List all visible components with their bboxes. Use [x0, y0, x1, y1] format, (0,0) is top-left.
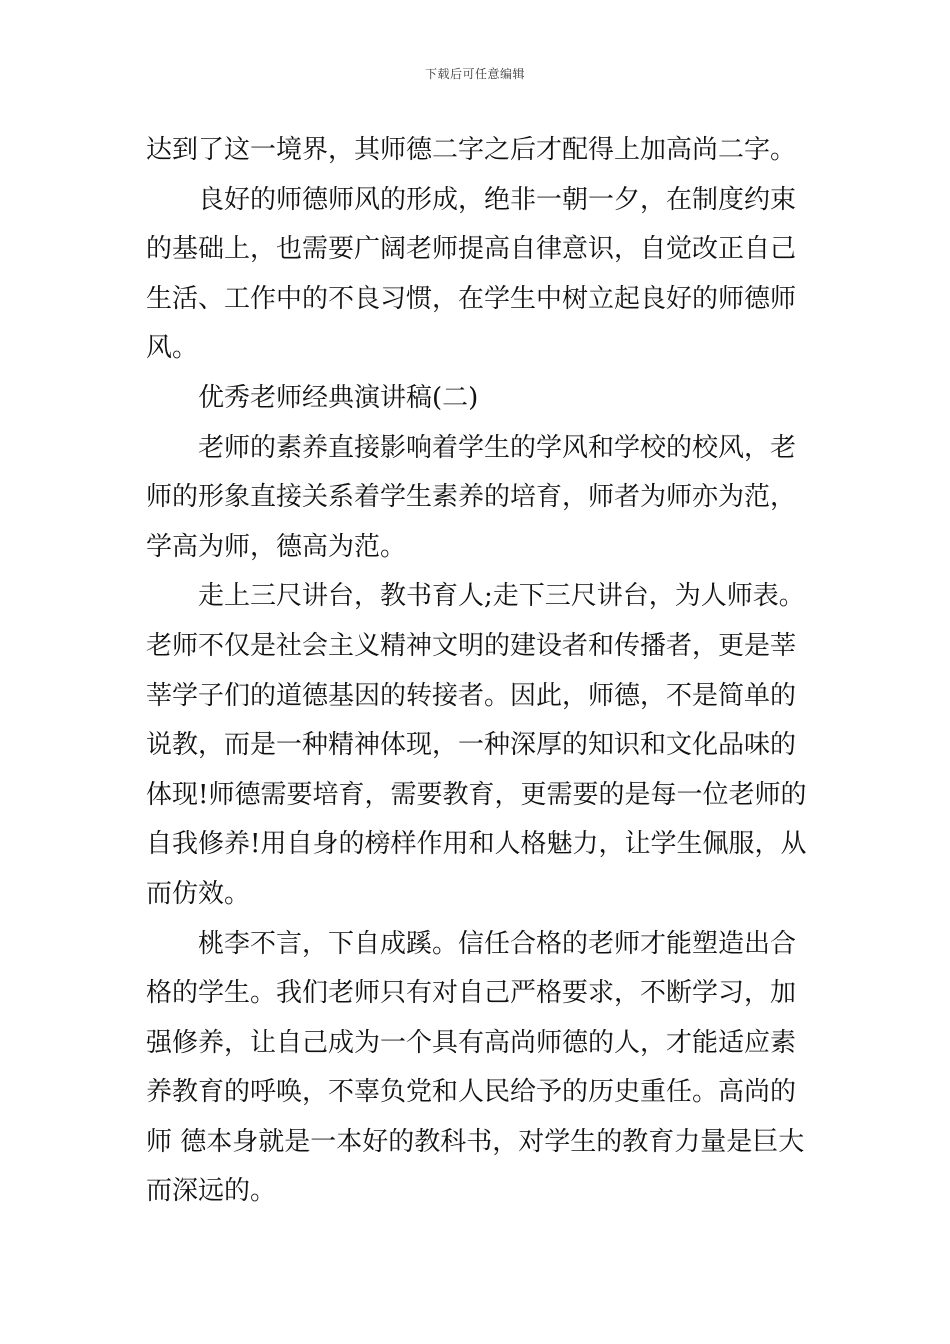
text-line: 格的学生。我们老师只有对自己严格要求，不断学习，加	[146, 978, 797, 1009]
text-line: 师 德本身就是一本好的教科书，对学生的教育力量是巨大	[146, 1126, 805, 1157]
text-line: 养教育的呼唤，不辜负党和人民给予的历史重任。高尚的	[146, 1077, 797, 1108]
text-line: 而深远的。	[146, 1176, 277, 1207]
text-line: 生活、工作中的不良习惯，在学生中树立起良好的师德师	[146, 283, 797, 314]
text-line: 风。	[146, 333, 199, 364]
text-line: 的基础上，也需要广阔老师提高自律意识，自觉改正自己	[146, 234, 797, 265]
text-line: 桃李不言，下自成蹊。信任合格的老师才能塑造出合	[198, 928, 797, 959]
text-line: 学高为师，德高为范。	[146, 531, 407, 562]
text-line: 达到了这一境界，其师德二字之后才配得上加高尚二字。	[146, 135, 797, 165]
document-body	[146, 126, 806, 1217]
text-line: 自我修养!用自身的榜样作用和人格魅力，让学生佩服，从	[146, 829, 807, 860]
text-line: 而仿效。	[146, 878, 251, 909]
text-line: 莘学子们的道德基因的转接者。因此，师德，不是简单的	[146, 680, 797, 711]
text-line: 说教，而是一种精神体现，一种深厚的知识和文化品味的	[146, 730, 797, 761]
text-line: 强修养，让自己成为一个具有高尚师德的人，才能适应素	[146, 1027, 797, 1058]
text-line: 老师的素养直接影响着学生的学风和学校的校风，老	[198, 432, 797, 463]
page-header: 下载后可任意编辑	[424, 67, 525, 81]
text-line: 老师不仅是社会主义精神文明的建设者和传播者，更是莘	[146, 630, 797, 661]
text-line: 师的形象直接关系着学生素养的培育，师者为师亦为范，	[146, 482, 797, 513]
text-line: 体现!师德需要培育，需要教育，更需要的是每一位老师的	[146, 779, 807, 810]
text-line: 良好的师德师风的形成，绝非一朝一夕，在制度约束	[198, 184, 797, 215]
section-heading: 优秀老师经典演讲稿(二)	[198, 382, 479, 413]
text-line: 走上三尺讲台，教书育人;走下三尺讲台，为人师表。	[198, 581, 805, 612]
